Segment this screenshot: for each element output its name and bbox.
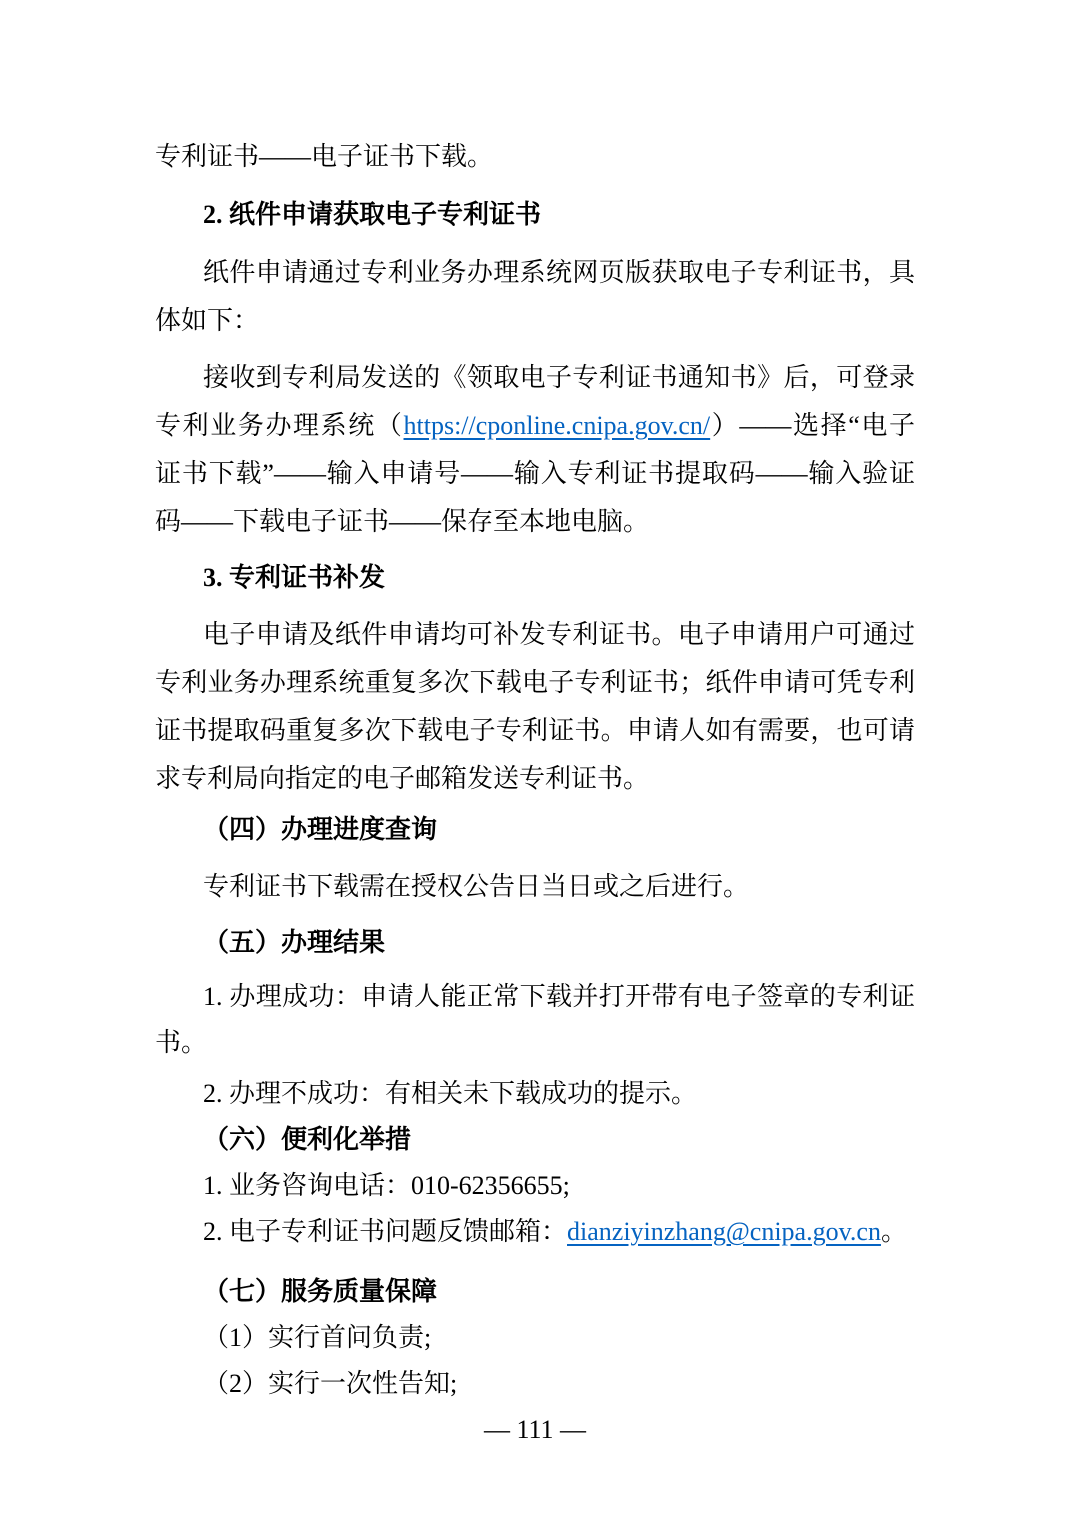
para-download-steps-text-before-link: 接收到专利局发送的《领取电子专利证书通知书》后，可登录专利业务办理系统（ (155, 363, 915, 440)
para-result-failure: 2. 办理不成功：有相关未下载成功的提示。 (203, 1079, 698, 1108)
para-feedback-email-label: 2. 电子专利证书问题反馈邮箱： (203, 1217, 568, 1246)
heading-4-progress-inquiry: （四）办理进度查询 (203, 815, 438, 844)
para-feedback-email (155, 1209, 915, 1255)
para-paper-application-intro: 纸件申请通过专利业务办理系统网页版获取电子专利证书，具体如下： (155, 258, 915, 335)
para-download-steps (155, 354, 915, 546)
para-download-steps-text-after-link: ）——选择“电子证书下载”——输入申请号——输入专利证书提取码——输入验证码——下载电子证书——保存至本地电脑。 (155, 411, 915, 536)
feedback-email-link[interactable]: dianziyinzhang@cnipa.gov.cn (567, 1217, 881, 1246)
heading-2-paper-application: 2. 纸件申请获取电子专利证书 (203, 200, 542, 229)
para-certificate-reissue: 电子申请及纸件申请均可补发专利证书。电子申请用户可通过专利业务办理系统重复多次下载电子专利证书；纸件申请可凭专利证书提取码重复多次下载电子专利证书。申请人如有需要，也可请求专利局向指定的电子邮箱发送专利证书。 (155, 620, 915, 793)
para-first-inquiry-responsibility: （1）实行首问负责; (203, 1323, 432, 1352)
heading-6-convenience-measures: （六）便利化举措 (203, 1125, 412, 1154)
para-consult-phone: 1. 业务咨询电话：010-62356655; (203, 1171, 570, 1200)
heading-5-processing-result: （五）办理结果 (203, 928, 386, 957)
heading-7-service-quality: （七）服务质量保障 (203, 1277, 438, 1306)
cponline-link[interactable]: https://cponline.cnipa.gov.cn/ (403, 411, 711, 440)
para-one-time-notification: （2）实行一次性告知; (203, 1369, 458, 1398)
para-certificate-download-continuation: 专利证书——电子证书下载。 (155, 142, 494, 171)
para-feedback-email-period: 。 (880, 1217, 907, 1246)
para-progress-inquiry: 专利证书下载需在授权公告日当日或之后进行。 (203, 872, 750, 901)
page-number: — 111 — (483, 1415, 587, 1444)
heading-3-certificate-reissue: 3. 专利证书补发 (203, 563, 386, 592)
para-result-success: 1. 办理成功：申请人能正常下载并打开带有电子签章的专利证书。 (155, 982, 915, 1057)
